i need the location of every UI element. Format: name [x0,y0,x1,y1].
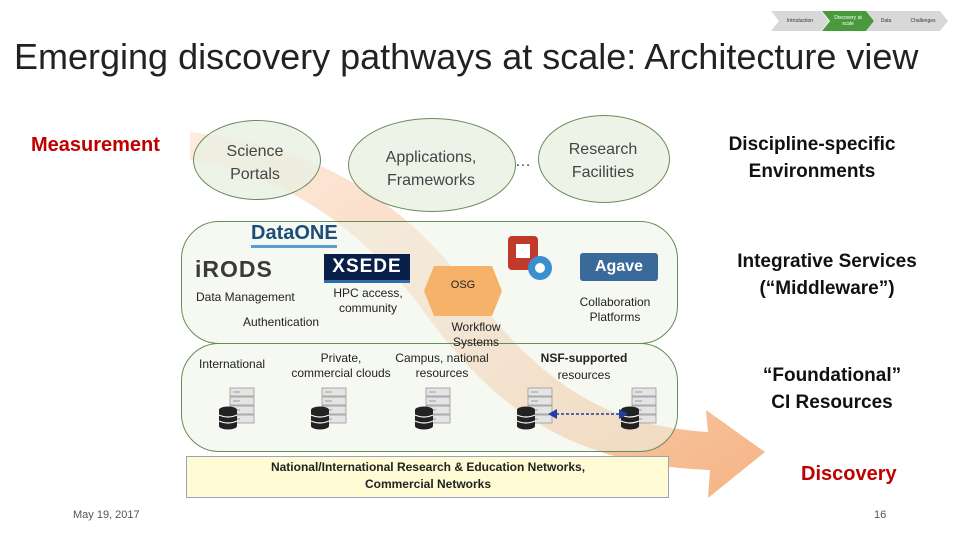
collaboration-platforms-label: Collaboration Platforms [579,295,651,324]
foundational-label: “Foundational” CI Resources [762,365,902,413]
slide-date: May 19, 2017 [73,509,140,521]
agave-logo-text: Agave [594,258,644,275]
dataone-logo [251,222,346,250]
page-number: 16 [874,509,887,521]
authentication-label: Authentication [243,315,320,329]
xsede-logo-text: XSEDE [332,256,402,277]
nav-tab-label: Data [880,18,892,24]
measurement-label: Measurement [31,134,160,156]
link-arrow-icon [548,408,628,420]
dataone-logo-text: DataONE [251,222,338,244]
xsede-logo [324,254,410,283]
agave-logo [580,253,658,281]
hpc-access-label: HPC access, community [333,286,403,315]
private-clouds-label: Private, commercial clouds [291,351,391,380]
data-management-label: Data Management [196,290,295,304]
network-label: National/International Research & Education Networks, Commercial Networks [270,460,586,491]
nsf-supported-label: NSF-supported resources [540,351,628,382]
nav-tab-label: Discovery at scale [834,15,862,27]
server-database-icon [218,386,256,432]
integrative-label: Integrative Services (“Middleware”) [737,251,917,299]
page-title: Emerging discovery pathways at scale: Architecture view [14,36,919,77]
server-database-icon [414,386,452,432]
international-label: International [199,357,266,371]
irods-logo: iRODS [195,256,273,282]
workflow-icon [506,234,554,284]
workflow-systems-label: Workflow Systems [451,320,501,349]
applications-label: Applications, Frameworks [385,149,477,189]
server-database-icon [310,386,348,432]
campus-national-label: Campus, national resources [395,351,489,380]
science-portals-label: Science Portals [226,143,284,183]
discovery-label: Discovery [801,463,897,485]
discipline-label: Discipline-specific Environments [728,134,896,182]
research-facilities-label: Research Facilities [568,141,638,181]
nav-tab-label: Introduction [786,18,814,24]
ellipsis-label: … [515,153,531,170]
nav-tab-label: Challenges [910,18,936,24]
osg-label: OSG [450,279,476,291]
